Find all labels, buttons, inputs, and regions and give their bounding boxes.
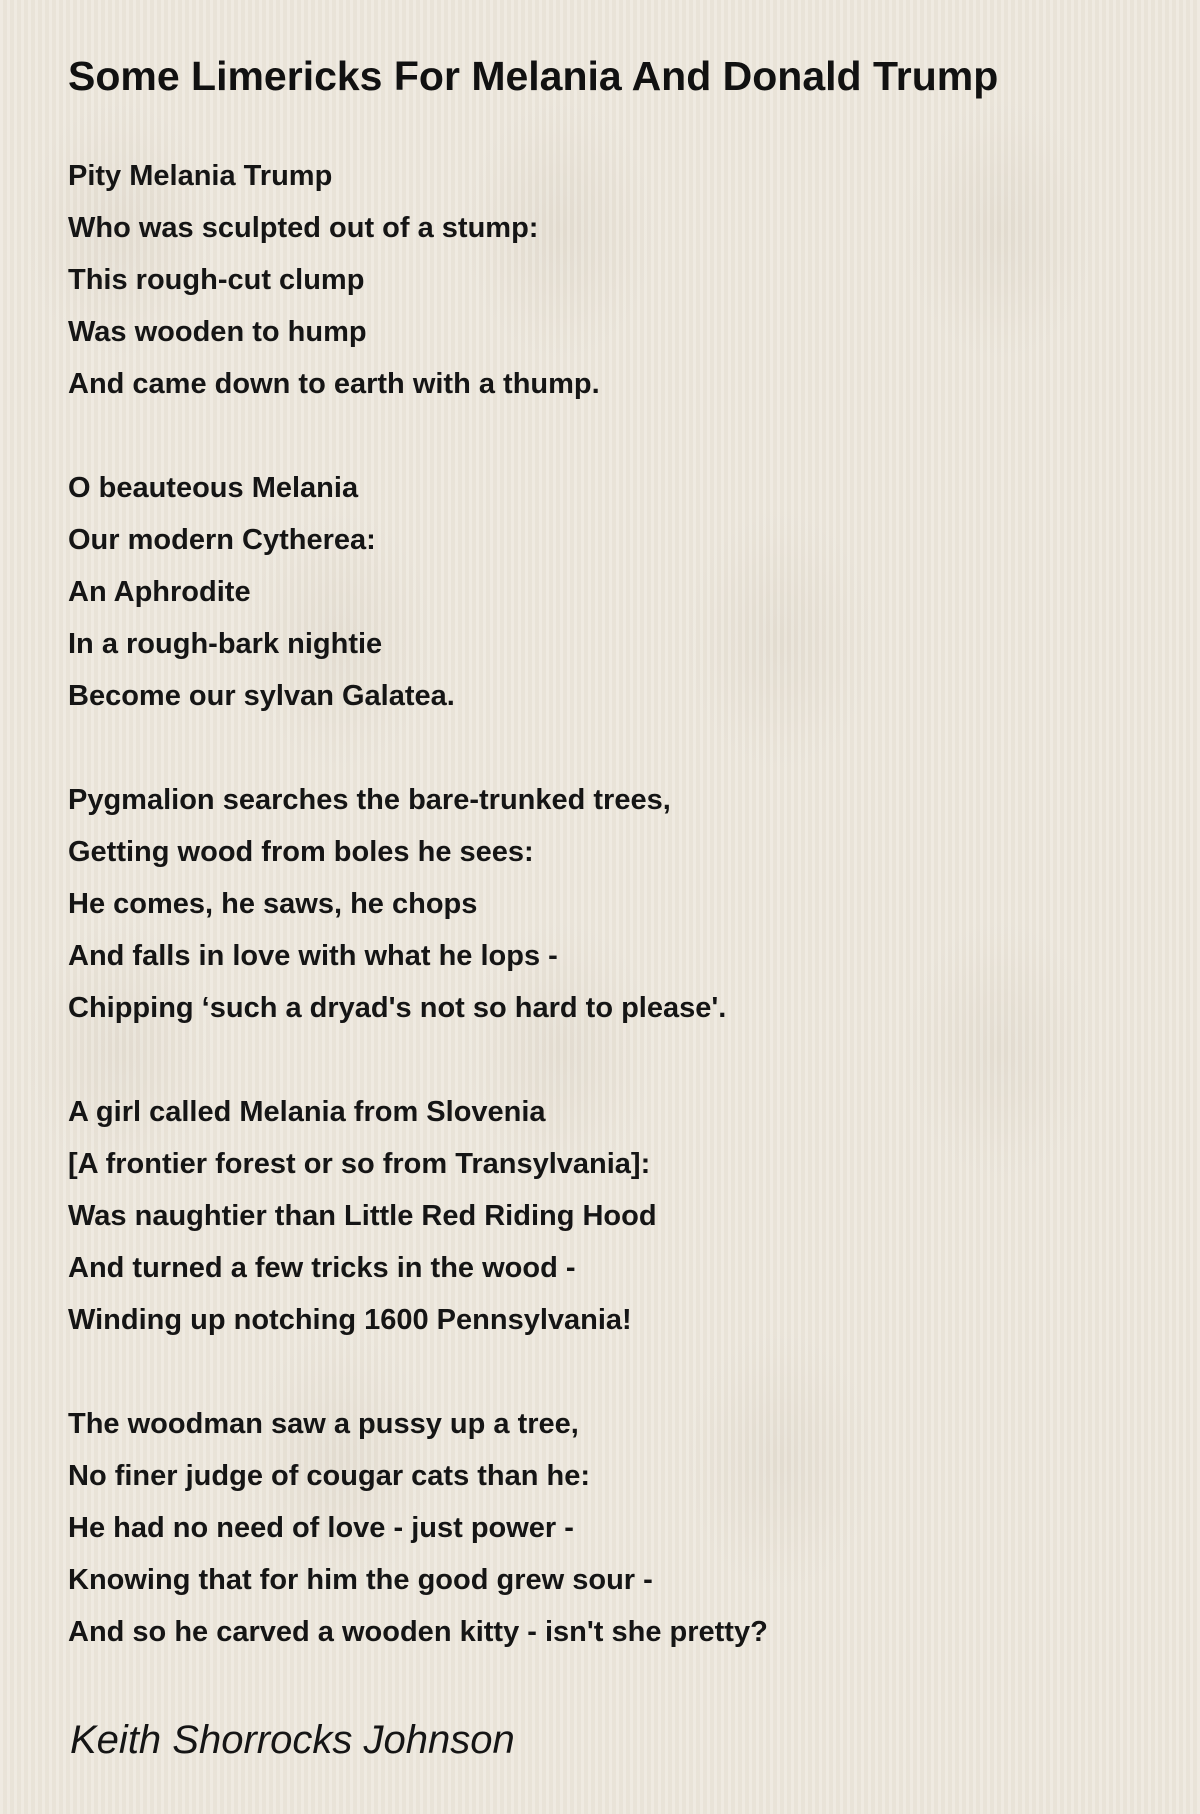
poem-line: He had no need of love - just power -: [68, 1512, 574, 1544]
poem-line: O beauteous Melania: [68, 472, 359, 504]
poem-line: Was wooden to hump: [68, 316, 367, 348]
poem-author: Keith Shorrocks Johnson: [70, 1718, 515, 1762]
poem-line: Become our sylvan Galatea.: [68, 680, 455, 712]
poem-line: An Aphrodite: [68, 576, 251, 608]
poem-line: Chipping ‘such a dryad's not so hard to please'.: [68, 992, 727, 1024]
stanza: [68, 150, 1148, 410]
poem-line: Pygmalion searches the bare-trunked trees,: [68, 784, 671, 816]
poem-line: And falls in love with what he lops -: [68, 940, 558, 972]
stanza: [68, 774, 1148, 1034]
stanza: [68, 462, 1148, 722]
poem-body: [68, 150, 1148, 1658]
poem-line: This rough-cut clump: [68, 264, 365, 296]
poem-line: He comes, he saws, he chops: [68, 888, 478, 920]
poem-line: In a rough-bark nightie: [68, 628, 383, 660]
stanza: [68, 1086, 1148, 1346]
poem-line: Winding up notching 1600 Pennsylvania!: [68, 1304, 632, 1336]
poem-line: The woodman saw a pussy up a tree,: [68, 1408, 579, 1440]
poem-line: And turned a few tricks in the wood -: [68, 1252, 576, 1284]
poem-line: No finer judge of cougar cats than he:: [68, 1460, 591, 1492]
poem-line: And came down to earth with a thump.: [68, 368, 600, 400]
stanza: [68, 1398, 1148, 1658]
poem-line: Pity Melania Trump: [68, 160, 333, 192]
poem-line: Who was sculpted out of a stump:: [68, 212, 539, 244]
poem-title: Some Limericks For Melania And Donald Trump: [68, 53, 999, 99]
poem-line: Getting wood from boles he sees:: [68, 836, 534, 868]
poem-line: Our modern Cytherea:: [68, 524, 376, 556]
poem-line: Was naughtier than Little Red Riding Hood: [68, 1200, 657, 1232]
poem-line: And so he carved a wooden kitty - isn't she pretty?: [68, 1616, 768, 1648]
poem-page: [68, 46, 1148, 1710]
poem-line: Knowing that for him the good grew sour -: [68, 1564, 653, 1596]
poem-line: [A frontier forest or so from Transylvania]:: [68, 1148, 651, 1180]
poem-line: A girl called Melania from Slovenia: [68, 1096, 546, 1128]
